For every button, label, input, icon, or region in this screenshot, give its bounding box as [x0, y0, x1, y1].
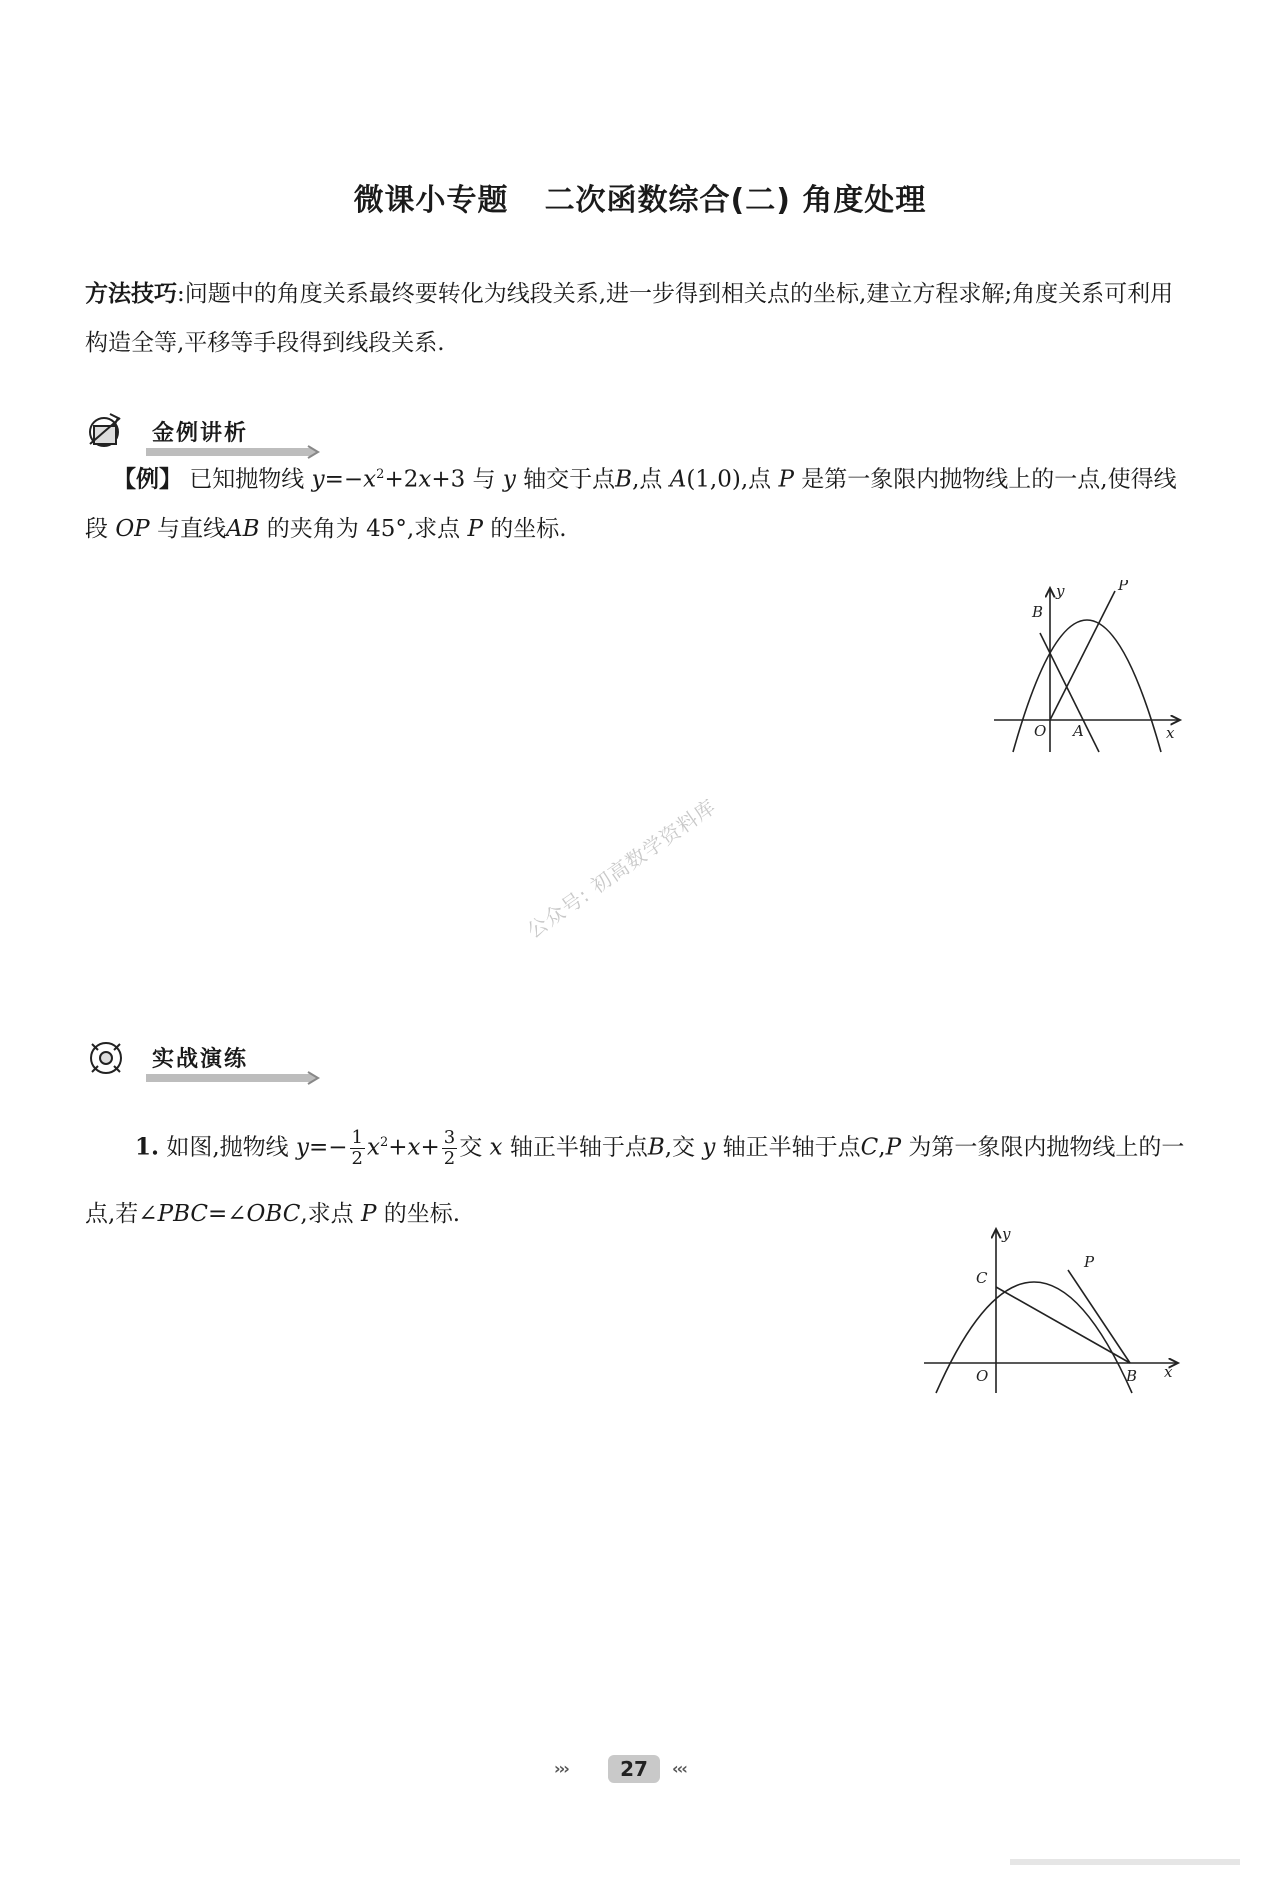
- problem-number: 1.: [135, 1133, 160, 1161]
- fraction-one-half: $\frac{1}{2}$: [351, 1127, 363, 1170]
- page-right-arrows: ‹‹‹: [672, 1759, 686, 1778]
- page-left-arrows: ›››: [554, 1759, 568, 1778]
- line-ab: [1040, 633, 1099, 752]
- title-part2: 二次函数综合(二) 角度处理: [544, 183, 927, 218]
- section-label-example: 金例讲析: [152, 421, 249, 446]
- segment-op: [1050, 591, 1115, 720]
- figure-problem1-parabola: [920, 1225, 1190, 1395]
- label-x: x: [1164, 1363, 1173, 1381]
- label-p: P: [1084, 1253, 1095, 1271]
- bottom-decoration: [1010, 1855, 1240, 1869]
- example-problem: 【例】 已知抛物线 $y=-x^2+2x+3$ 与 y 轴交于点B,点 A(1,0),点 P 是第一象限内抛物线上的一点,使得线段 OP 与直线AB 的夹角为 45°,求点 P 的坐标.: [85, 466, 1177, 542]
- label-o: O: [976, 1367, 989, 1385]
- page-number-box: 27: [608, 1755, 660, 1783]
- method-text: :问题中的角度关系最终要转化为线段关系,进一步得到相关点的坐标,建立方程求解;角度关系可利用构造全等,平移等手段得到线段关系.: [85, 281, 1174, 356]
- parabola-curve: [936, 1282, 1132, 1393]
- page-title: [0, 175, 1280, 219]
- section-header-practice: [80, 1030, 320, 1086]
- page-number: [540, 1755, 740, 1785]
- label-b: B: [1032, 603, 1044, 621]
- label-y: y: [1056, 582, 1065, 600]
- label-y: y: [1002, 1225, 1011, 1243]
- label-c: C: [976, 1269, 988, 1287]
- method-label: 方法技巧: [85, 281, 177, 307]
- segment-cb: [996, 1287, 1130, 1363]
- problem-1: 1. 如图,抛物线 y=− $\frac{1}{2}$ $x^2+x+$ $\frac{3}{2}$ 交 x 轴正半轴于点B,交 y 轴正半轴于点C,P 为第一象限内抛物线上的一点,若∠PBC=∠OBC,求点 P 的坐标.: [85, 1127, 1185, 1227]
- label-b: B: [1126, 1367, 1138, 1385]
- label-o: O: [1034, 722, 1047, 740]
- method-tips: [85, 270, 1195, 368]
- label-a: A: [1073, 722, 1084, 740]
- figure-example-parabola: [990, 580, 1190, 755]
- fraction-three-half: $\frac{3}{2}$: [443, 1127, 456, 1170]
- label-x: x: [1166, 724, 1175, 742]
- segment-pb: [1068, 1270, 1130, 1363]
- example-tag: 【例】: [113, 466, 182, 493]
- watermark: 公众号: 初高数学资料库: [522, 794, 721, 943]
- label-p: P: [1118, 580, 1129, 594]
- section-label-practice: 实战演练: [152, 1047, 249, 1072]
- title-part1: 微课小专题: [353, 183, 509, 218]
